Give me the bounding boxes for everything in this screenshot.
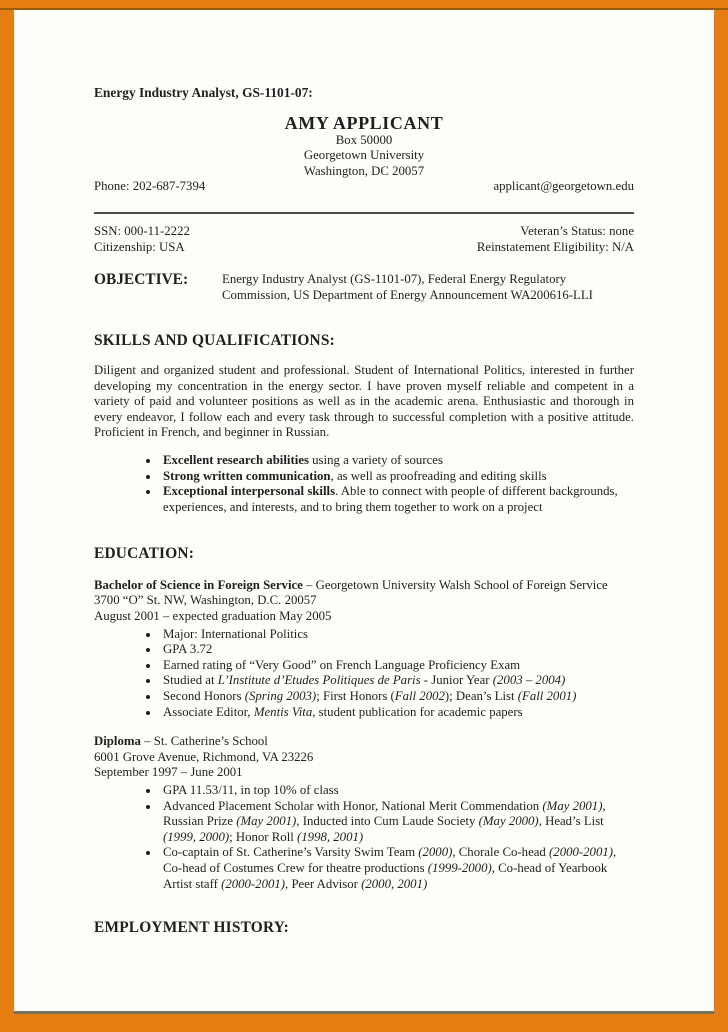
contact-row [94, 179, 634, 195]
veteran-status: Veteran’s Status: none [520, 223, 634, 238]
list-item: • Co-captain of St. Catherine’s Varsity Swim Team (2000), Chorale Co-head (2000-2001), Co-head of Costumes Crew for theatre productions (1999-2000), Co-head of Yearbook Artist staff (2000-2001), Peer Advisor (2000, 2001) [160, 845, 634, 892]
education-heading: EDUCATION: [94, 545, 195, 563]
resume-screenshot [0, 8, 728, 1032]
education-entry-college [94, 578, 634, 720]
skills-heading: SKILLS AND QUALIFICATIONS: [94, 332, 335, 350]
objective-label: OBJECTIVE: [94, 271, 189, 289]
divider [94, 212, 634, 214]
list-item: • Second Honors (Spring 2003); First Honors (Fall 2002); Dean’s List (Fall 2001) [160, 689, 634, 705]
status-row [94, 240, 634, 256]
resume-page [14, 8, 714, 1014]
objective-text: Energy Industry Analyst (GS-1101-07), Federal Energy Regulatory Commission, US Department of Energy Announcement WA200616-LLI [222, 272, 593, 302]
list-item: • GPA 11.53/11, in top 10% of class [160, 783, 634, 799]
list-item: • Strong written communication, as well as proofreading and editing skills [160, 469, 634, 485]
school-dates: September 1997 – June 2001 [94, 765, 243, 780]
list-item: • Advanced Placement Scholar with Honor, National Merit Commendation (May 2001), Russian Prize (May 2001), Inducted into Cum Laude Society (May 2000), Head’s List (1999, 2000); Honor Roll (1998, 2001) [160, 799, 634, 846]
diploma-title: Diploma – St. Catherine’s School [94, 734, 268, 749]
degree-dates: August 2001 – expected graduation May 2005 [94, 609, 332, 624]
vacancy-line: Energy Industry Analyst, GS-1101-07: [94, 85, 313, 100]
list-item: • Major: International Politics [160, 627, 634, 643]
status-block [94, 224, 634, 255]
phone-number: Phone: 202-687-7394 [94, 179, 206, 194]
college-detail-list [94, 627, 634, 721]
list-item: • Studied at L’Institute d’Etudes Politiques de Paris - Junior Year (2003 – 2004) [160, 673, 634, 689]
list-item: • GPA 3.72 [160, 642, 634, 658]
skills-summary: Diligent and organized student and professional. Student of International Politics, interested in further developing my concentration in the energy sector. I have proven myself reliable and competent in a variety of paid and volunteer positions as well as in the academic arena. Enthusiastic and thorough in every endeavor, I follow each and every task through to successful completion with a positive attitude. Proficient in French, and beginner in Russian. [94, 362, 634, 440]
email-address: applicant@georgetown.edu [493, 179, 634, 194]
employment-heading: EMPLOYMENT HISTORY: [94, 919, 289, 937]
list-item: • Exceptional interpersonal skills. Able to connect with people of different backgrounds, experiences, and interests, and to bring them together to work on a project [160, 484, 634, 515]
skills-list [94, 453, 634, 515]
list-item: • Associate Editor, Mentis Vita, student publication for academic papers [160, 705, 634, 721]
degree-address: 3700 “O” St. NW, Washington, D.C. 20057 [94, 593, 317, 608]
school-detail-list [94, 783, 634, 892]
education-entry-school [94, 734, 634, 892]
address-line: Georgetown University [303, 148, 425, 163]
status-row [94, 224, 634, 240]
ssn: SSN: 000-11-2222 [94, 223, 190, 238]
list-item: • Excellent research abilities using a variety of sources [160, 453, 634, 469]
frame-top-edge [0, 8, 728, 10]
objective-section [94, 272, 634, 303]
list-item: • Earned rating of “Very Good” on French Language Proficiency Exam [160, 658, 634, 674]
reinstatement-eligibility: Reinstatement Eligibility: N/A [476, 239, 634, 254]
address-line: Washington, DC 20057 [303, 163, 425, 178]
address-line: Box 50000 [335, 132, 393, 147]
citizenship: Citizenship: USA [94, 239, 185, 254]
school-address: 6001 Grove Avenue, Richmond, VA 23226 [94, 749, 314, 764]
applicant-name: AMY APPLICANT [284, 112, 444, 133]
degree-title: Bachelor of Science in Foreign Service – Georgetown University Walsh School of Foreign Service [94, 577, 608, 592]
